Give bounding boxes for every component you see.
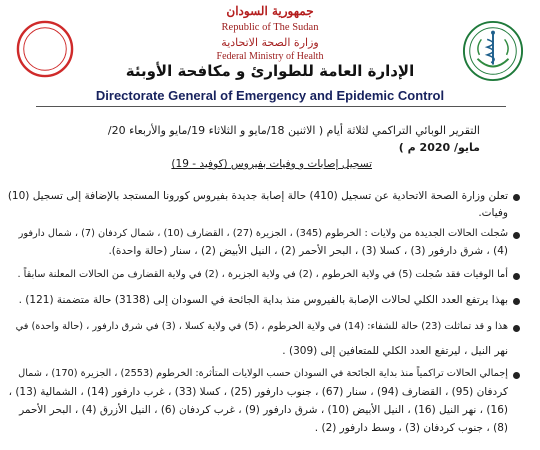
arabic-ministry-title: وزارة الصحة الاتحادية (221, 36, 319, 49)
arabic-republic-title: جمهورية السودان (226, 4, 314, 18)
report-subtitle: تسجيل إصابات و وفيات بفيروس (كوفيد - 19) (171, 158, 372, 170)
report-title-line2: مايو/ 2020 م ) (398, 141, 480, 154)
paragraph-2-line-1: سُجلت الحالات الجديدة من ولايات : الخرطوم (345) ، الجزيرة (27) ، القضارف (10) ، شمال كردفان (7) ، شمال دارفور (18, 228, 508, 239)
paragraph-6-line-4: (8) ، جنوب كردفان (3) ، وسط دارفور (2) . (314, 422, 508, 434)
header-divider (36, 106, 506, 107)
paragraph-1-line-2: وفيات. (478, 207, 508, 219)
red-crescent-logo-icon (16, 20, 74, 78)
paragraph-6-line-3: (16) ، نهر النيل (16) ، النيل الأبيض (10) ، شرق دارفور (9) ، غرب كردفان (6) ، النيل الأزرق (4) ، البحر الأحمر (19, 404, 508, 416)
letterhead (0, 0, 540, 110)
english-ministry-title: Federal Ministry of Health (216, 51, 324, 62)
report-title-line1: التقرير الوبائي التراكمي لثلاثة أيام ( الاثنين 18/مايو و الثلاثاء 19/مايو والأربعاء 20/ (107, 124, 480, 137)
bullet-icon (513, 232, 520, 239)
bullet-icon (513, 194, 520, 201)
bullet-icon (513, 372, 520, 379)
paragraph-3-line-1: أما الوفيات فقد سُجلت (5) في ولاية الخرطوم ، (2) في ولاية الجزيرة ، (2) في ولاية القضارف من الحالات المعلنة سابقاً . (17, 269, 508, 280)
paragraph-6-line-2: كردفان (95) ، القضارف (94) ، سنار (67) ، جنوب دارفور (25) ، كسلا (33) ، غرب دارفور (14) ، الشمالية (13) ، (8, 386, 508, 398)
english-directorate-title: Directorate General of Emergency and Epidemic Control (95, 88, 445, 103)
bullet-icon (513, 298, 520, 305)
english-republic-title: Republic of The Sudan (221, 22, 319, 33)
bullet-icon (513, 325, 520, 332)
bullet-icon (513, 273, 520, 280)
ministry-emblem-logo-icon (462, 20, 524, 82)
paragraph-5-line-2: نهر النيل ، ليرتفع العدد الكلي للمتعافين إلى (309) . (282, 345, 508, 357)
paragraph-4-line-1: بهذا يرتفع العدد الكلي لحالات الإصابة بالفيروس منذ بداية الجائحة في السودان إلى (3138) حالة متضمنة (121) . (18, 294, 508, 306)
paragraph-6-line-1: إجمالي الحالات تراكمياً منذ بداية الجائحة في السودان حسب الولايات المتأثرة: الخرطوم (2553) ، الجزيرة (170) ، شمال (18, 368, 508, 379)
paragraph-5-line-1: هذا و قد تماثلت (23) حالة للشفاء: (14) في ولاية الخرطوم ، (5) في ولاية كسلا ، (3) في شرق دارفور ، (حالة واحدة) في (15, 321, 508, 332)
paragraph-2-line-2: (4) ، شرق دارفور (3) ، كسلا (3) ، البحر الأحمر (2) ، النيل الأبيض (2) ، سنار (حالة واحدة). (108, 245, 508, 257)
paragraph-1-line-1: تعلن وزارة الصحة الاتحادية عن تسجيل (410) حالة إصابة جديدة بفيروس كورونا المستجد بالإضافة إلى تسجيل (10) (7, 190, 508, 202)
arabic-directorate-title: الإدارة العامة للطوارئ و مكافحة الأوبئة (125, 62, 415, 80)
